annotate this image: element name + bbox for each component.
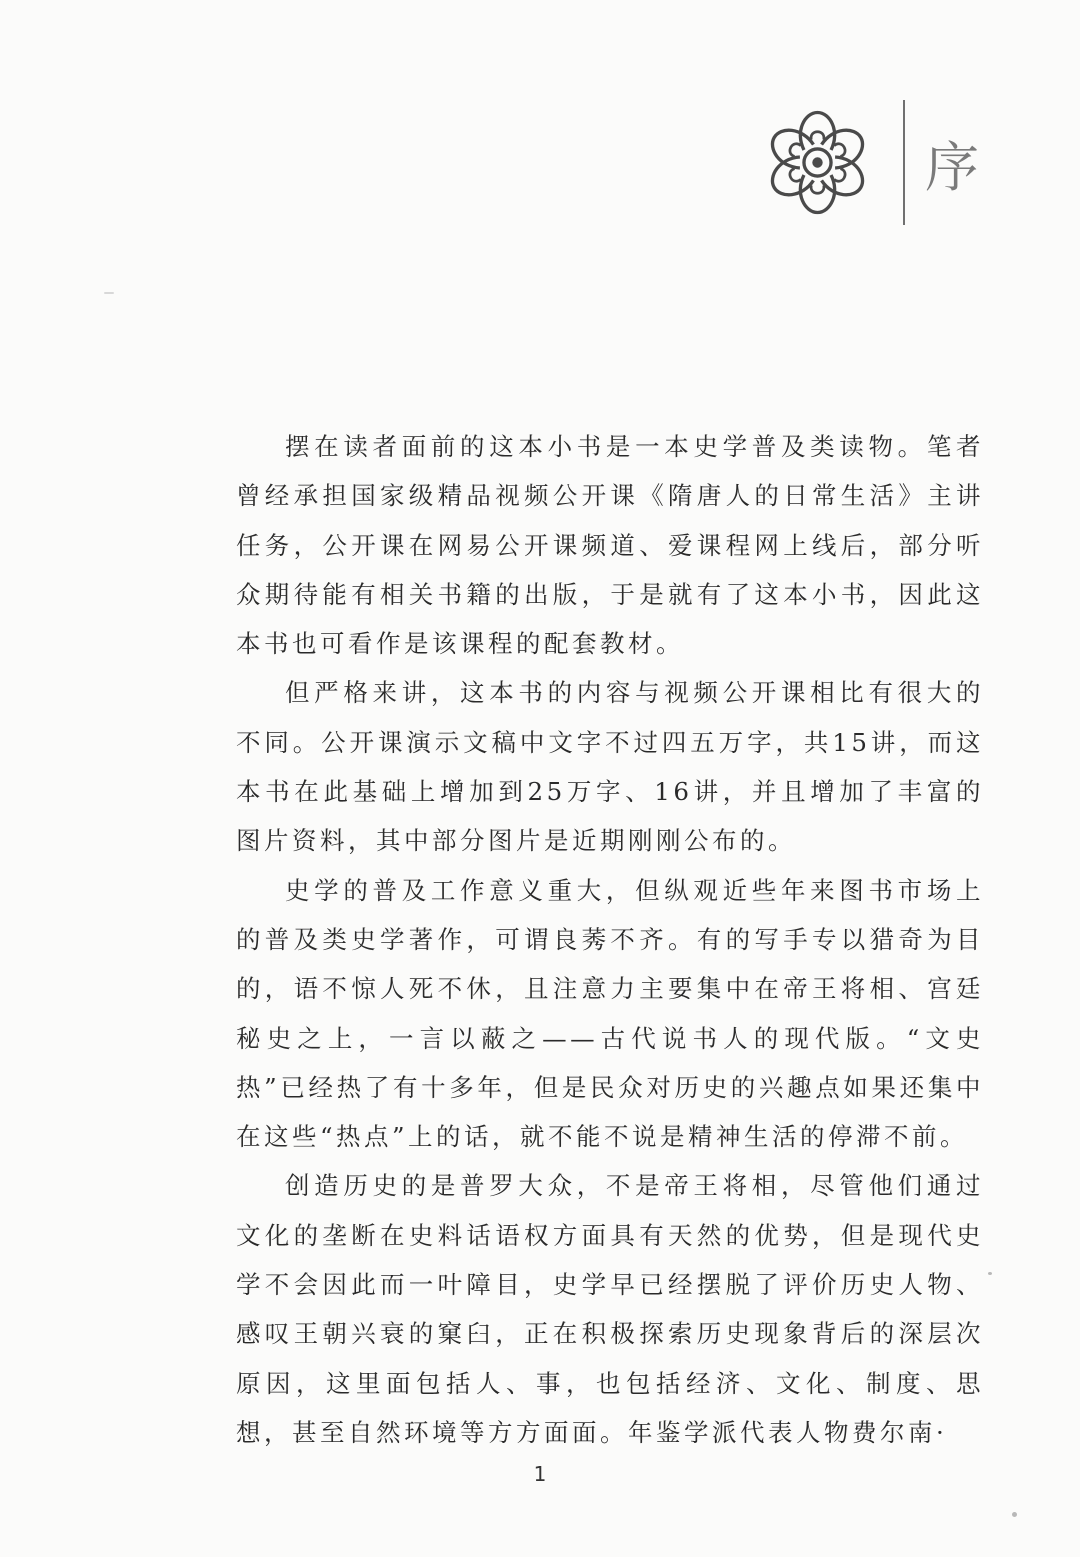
- page-number: 1: [533, 1462, 547, 1486]
- scan-speck: [988, 1272, 992, 1275]
- header-divider: [903, 100, 905, 225]
- paragraph: 创造历史的是普罗大众，不是帝王将相，尽管他们通过文化的垄断在史料话语权方面具有天然的优势，但是现代史学不会因此而一叶障目，史学早已经摆脱了评价历史人物、感叹王朝兴衰的窠臼，正在积极探索历史现象背后的深层次原因，这里面包括人、事，也包括经济、文化、制度、思想，甚至自然环境等方方面面。年鉴学派代表人物费尔南·: [236, 1171, 984, 1447]
- paragraph: 史学的普及工作意义重大，但纵观近些年来图书市场上的普及类史学著作，可谓良莠不齐。有的写手专以猎奇为目的，语不惊人死不休，且注意力主要集中在帝王将相、宫廷秘史之上，一言以蔽之——古代说书人的现代版。“文史热”已经热了有十多年，但是民众对历史的兴趣点如果还集中在这些“热点”上的话，就不能不说是精神生活的停滞不前。: [236, 875, 984, 1152]
- body-text: [236, 422, 984, 1457]
- paragraph: 但严格来讲，这本书的内容与视频公开课相比有很大的不同。公开课演示文稿中文字不过四五万字，共15讲，而这本书在此基础上增加到25万字、16讲，并且增加了丰富的图片资料，其中部分图片是近期刚刚公布的。: [236, 678, 984, 856]
- flower-ornament-icon: [755, 105, 880, 220]
- chapter-header: [755, 100, 995, 230]
- scan-speck: [104, 292, 114, 294]
- paragraph: 摆在读者面前的这本小书是一本史学普及类读物。笔者曾经承担国家级精品视频公开课《隋唐人的日常生活》主讲任务，公开课在网易公开课频道、爱课程网上线后，部分听众期待能有相关书籍的出版，于是就有了这本小书，因此这本书也可看作是该课程的配套教材。: [236, 432, 984, 659]
- chapter-title: 序: [925, 136, 979, 199]
- scan-speck: [1012, 1512, 1017, 1517]
